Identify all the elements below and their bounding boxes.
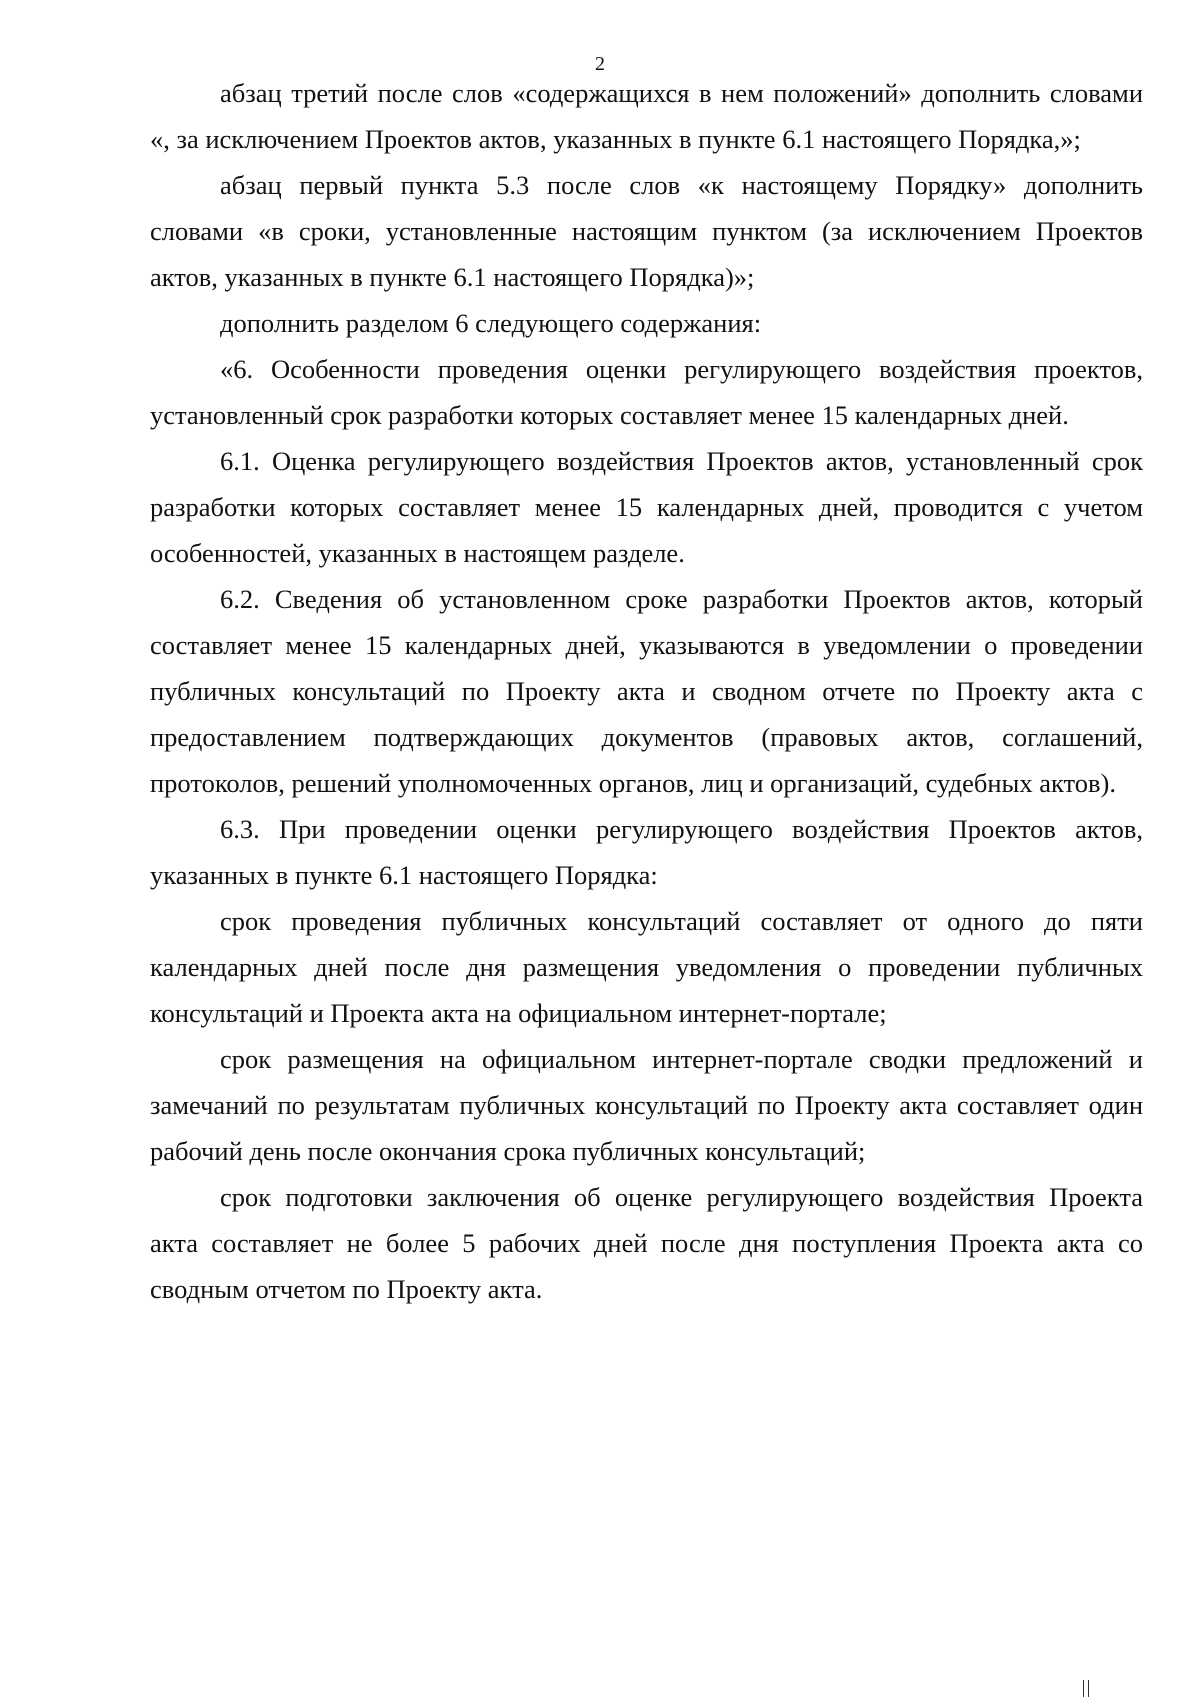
- scan-mark: [1083, 1680, 1084, 1697]
- paragraph: абзац третий после слов «содержащихся в нем положений» дополнить словами «, за исключением Проектов актов, указанных в пункте 6.1 настоящего Порядка,»;: [150, 78, 1143, 154]
- paragraph: 6.1. Оценка регулирующего воздействия Проектов актов, установленный срок разработки которых составляет менее 15 календарных дней, проводится с учетом особенностей, указанных в настоящем разделе.: [150, 446, 1143, 568]
- paragraph: абзац первый пункта 5.3 после слов «к настоящему Порядку» дополнить словами «в сроки, установленные настоящим пунктом (за исключением Проектов актов, указанных в пункте 6.1 настоящего Порядка)»;: [150, 170, 1143, 292]
- paragraph: «6. Особенности проведения оценки регулирующего воздействия проектов, установленный срок разработки которых составляет менее 15 календарных дней.: [150, 354, 1143, 430]
- paragraph: дополнить разделом 6 следующего содержания:: [220, 308, 762, 338]
- paragraph: срок проведения публичных консультаций составляет от одного до пяти календарных дней после дня размещения уведомления о проведении публичных консультаций и Проекта акта на официальном интернет-портале;: [150, 906, 1143, 1028]
- paragraph: срок размещения на официальном интернет-портале сводки предложений и замечаний по результатам публичных консультаций по Проекту акта составляет один рабочий день после окончания срока публичных консультаций;: [150, 1044, 1143, 1166]
- scan-mark: [1088, 1680, 1089, 1697]
- paragraph: срок подготовки заключения об оценке регулирующего воздействия Проекта акта составляет не более 5 рабочих дней после дня поступления Проекта акта со сводным отчетом по Проекту акта.: [150, 1182, 1143, 1304]
- paragraph: 6.3. При проведении оценки регулирующего воздействия Проектов актов, указанных в пункте 6.1 настоящего Порядка:: [150, 814, 1143, 890]
- paragraph: 6.2. Сведения об установленном сроке разработки Проектов актов, который составляет менее 15 календарных дней, указываются в уведомлении о проведении публичных консультаций по Проекту акта и сводном отчете по Проекту акта с предоставлением подтверждающих документов (правовых актов, соглашений, протоколов, решений уполномоченных органов, лиц и организаций, судебных актов).: [150, 584, 1143, 798]
- page-number: 2: [595, 53, 605, 75]
- document-body: [150, 70, 1143, 1312]
